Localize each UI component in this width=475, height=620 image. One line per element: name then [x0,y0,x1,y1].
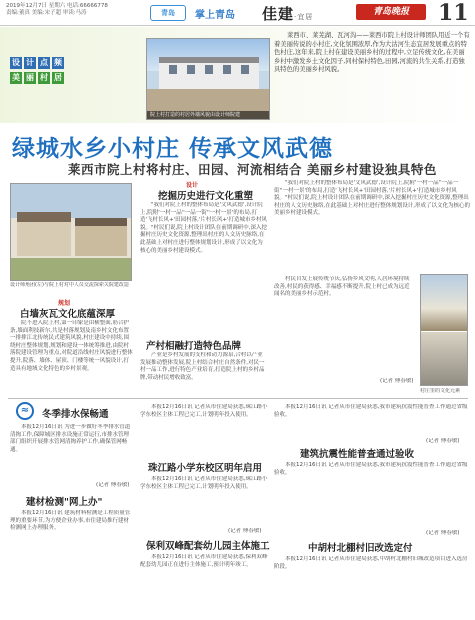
badge-row-village [10,72,68,84]
village-photo-left [10,183,132,281]
article-title-left: 白墙灰瓦文化底蕴深厚 [20,309,116,320]
news-body: 本报12月16日讯 为进一步做好冬季排水管道清掏工作,保障城区排水设施正常运行,市排水管理部门组织开展排水管网清掏养护工作,确保管网畅通。 [10,424,131,453]
village-photo-right [420,274,468,386]
article-body-mid2: 产业是乡村发展的支柱和动力源泉,合村以产业发展推动整体发展,院上村结合村庄自然条件,对民一村一品工作,进行特色产业培育,打造院上村的乡村品牌,带动村民增收致富。 [140,352,265,381]
section-title [262,3,313,24]
article-body-right-top: "我们对院上村的整体布局是'文风武德',设计院上,院附'一村一品''一品一街''一村一景'的布局,打造'飞村长风+'田园村落,'片村长风+'打造城市乡村风貌。"村民们说,院上村设计团队在前期调研中,深入挖掘村庄历史文化资源,整理出村庄的人文历史脉络,在此基础上对村庄进行整体规划设计,形成了以文化为核心的美丽乡村建设模式。 [274,180,470,217]
photo-caption-right: 村庄里的文化元素 [420,388,461,394]
kicker-planning: 规划 [58,300,71,307]
feature-intro: 莱西市、莱芜湖、瓦河沟——莱西市院上村设计师团队用近一个有着美丽传说的小村庄,文化氛围浓厚,作为大沽河生态宜居发展重点的特色村庄,这年来,院上村在建设美丽乡村的过程中,立足传统文化,在美丽乡村中激发乡土文化因子,同村保村特色,田园,河流的共生关系,打造独具特色的美丽乡村风貌。 [274,32,470,74]
badge-char: 点 [40,58,48,67]
section-name: 佳建 [262,5,295,23]
issue-meta [6,3,146,17]
news-body: 本报12月16日讯 记者从市住建局获悉,保利双峰配套幼儿园正在进行主体施工,预计明年竣工。 [140,554,268,568]
news-byline: (记者 傅春敏) [96,482,130,488]
app-logo: 青岛 [150,5,186,21]
badge-char: 频 [54,58,62,67]
article-body-mid: "我们对院上村的整体布局是'文风武德',设计院上,院附'一村一品''一品一街''一村一景'的布局,打造'飞村长风+'田园村落,'片村长风+'打造城市乡村风貌。"村民们说,院上村设计团队在前期调研中,深入挖掘村庄历史文化资源,整理出村庄的人文历史脉络,在此基础上对村庄进行整体规划设计,形成了以文化为核心的美丽乡村建设模式。 [140,202,268,254]
app-slogan: 掌上青岛 [195,10,235,21]
badge-char: 计 [26,58,34,67]
news-title: 中胡村北棚村旧改选定付 [308,543,413,554]
news-body: 本报12月16日讯 记者从市住建局获悉,中胡村北棚村旧城改造项目进入选房阶段。 [274,556,468,570]
newspaper-logo: 青岛晚报 [356,4,426,20]
village-photo-top [146,38,270,120]
column-badge [10,57,68,87]
article-title-mid2: 产村相融打造特色品牌 [146,341,242,352]
page-number: 11 [438,0,469,26]
news-body: 本报12月16日讯 记者从市住建局获悉,珠江路小学东校区主体工程已完工,计划明年投入使用。 [140,404,268,418]
divider [8,398,468,399]
photo-caption: 院上村打造的村居外墙风貌由设计师院建 [147,111,269,119]
editor-credits: 责编:董真 美编:宋子超 审读:马涛 [6,10,87,16]
article-body-left: 院不进入院上村,第一印象是由横整面,筋合护条,墙面利技新尔,共是村落规划及南乡村文化布置一排排江北传统民式建筑风貌,村庄建设中持续,围绕村庄整体规划,规划和建设一体统筹推进,由院村落院建设管理为重点,对院道沿线村庄风貌进行整体提升,院落、墙体、屋顶、门楼等统一风貌设计,打造具有地域文化特色的乡村景观。 [10,320,133,372]
badge-char: 居 [54,73,62,82]
badge-char: 村 [40,73,48,82]
news-byline: (记者 傅春敏) [426,438,460,444]
news-title: 珠江路小学东校区明年启用 [148,463,263,474]
badge-char: 美 [12,73,20,82]
badge-row-design [10,57,68,69]
article-title-mid: 挖掘历史进行文化重塑 [158,191,254,202]
issue-date: 2019年12月7日 星期六 电话:66666778 [6,3,108,9]
badge-char: 丽 [26,73,34,82]
drain-icon: ≈ [16,402,34,420]
kicker-design: 设计 [186,182,199,189]
masthead [0,0,475,26]
headline: 绿城水乡小村庄 传承文风武德 [12,136,334,162]
photo-caption-left: 设计师角团(左)与院上村对中人员交流探索关院建改造 [10,282,129,288]
news-body: 本报12月16日讯 建筑材料检测是工程质量管理的重要环节,为方便企业办事,市住建局推行建材检测网上办理服务。 [10,510,131,532]
badge-char: 设 [12,58,20,67]
section-subname: ·宜居 [294,13,314,21]
news-title: 建筑抗震性能普查通过验收 [300,449,415,460]
news-body: 本报12月16日讯 记者从市住建局获悉,我市建筑抗震性能普查工作通过省级验收。 [274,462,468,476]
news-title: 保利双峰配套幼儿园主体施工 [146,541,270,552]
news-byline: (记者 傅春敏) [228,528,262,534]
news-title: 冬季排水保畅通 [42,409,109,420]
news-body: 本报12月16日讯 记者从市住建局获悉,我市建筑抗震性能普查工作通过省级验收。 [274,404,468,418]
byline-right: (记者 傅春敏) [380,378,414,384]
news-title: 建材检测"网上办" [26,497,103,508]
news-body: 本报12月16日讯 记者从市住建局获悉,珠江路小学东校区主体工程已完工,计划明年投入使用。 [140,476,268,490]
news-byline: (记者 傅春敏) [426,530,460,536]
article-body-right: 村民自发上展传统节庆,弘扬乡风文明,人居环境持续改善,村民的获得感、幸福感不断提升,院上村已成为远近闻名的美丽乡村示范村。 [274,276,410,298]
subheadline: 莱西市院上村将村庄、田园、河流相结合 美丽乡村建设独具特色 [68,162,437,177]
